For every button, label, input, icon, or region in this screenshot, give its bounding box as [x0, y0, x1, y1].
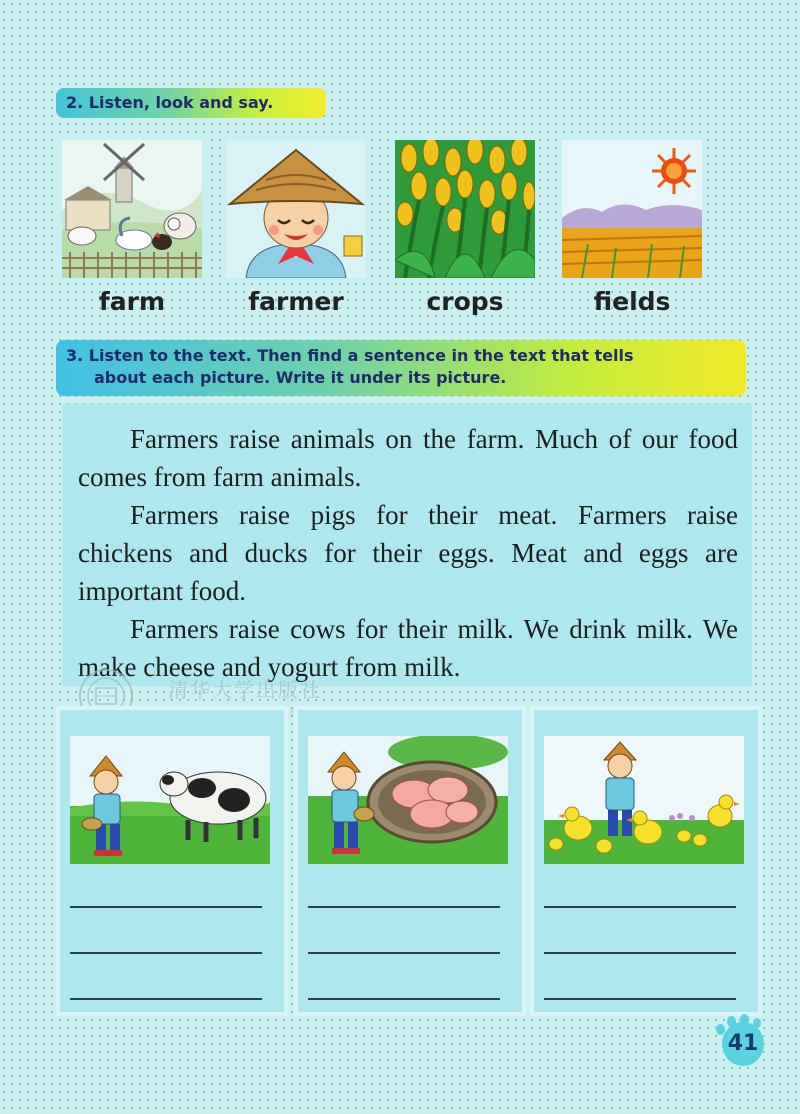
publisher-name-cn: 清华大学出版社	[168, 678, 322, 702]
answer-line[interactable]	[308, 906, 500, 908]
answer-line[interactable]	[544, 906, 736, 908]
answer-line[interactable]	[70, 906, 262, 908]
word-crops: crops	[426, 287, 504, 316]
fields-icon	[562, 140, 702, 278]
farmer-icon	[226, 140, 366, 278]
reading-text-panel	[62, 404, 752, 686]
card-picture	[70, 736, 270, 864]
exercise-3-heading	[56, 340, 746, 396]
card-picture	[308, 736, 508, 864]
exercise-3-heading-line-2: about each picture. Write it under its picture.	[94, 368, 507, 387]
farmer-with-chicks-icon	[544, 736, 744, 864]
paragraph-1: Farmers raise animals on the farm. Much of our food comes from farm animals.	[78, 424, 738, 492]
card-picture	[544, 736, 744, 864]
farm-picture	[58, 136, 206, 282]
word-farm: farm	[98, 287, 166, 316]
farm-scene-icon	[62, 140, 202, 278]
answer-line[interactable]	[308, 998, 500, 1000]
answer-line[interactable]	[544, 952, 736, 954]
paragraph-3: Farmers raise cows for their milk. We drink milk. We make cheese and yogurt from milk.	[78, 614, 738, 682]
answer-card-chicks	[530, 706, 762, 1016]
paragraph-2: Farmers raise pigs for their meat. Farmers raise chickens and ducks for their eggs. Meat and eggs are important food.	[78, 500, 738, 606]
crops-icon	[395, 140, 535, 278]
exercise-3-heading-line-1: 3. Listen to the text. Then find a sentence in the text that tells	[66, 346, 634, 365]
farmer-picture	[222, 136, 370, 282]
answer-line[interactable]	[70, 998, 262, 1000]
answer-card-cows	[56, 706, 288, 1016]
answer-card-pigs	[294, 706, 526, 1016]
answer-line[interactable]	[308, 952, 500, 954]
word-farmer: farmer	[248, 287, 344, 316]
fields-picture	[558, 136, 706, 282]
page-number: 41	[722, 1022, 764, 1066]
answer-line[interactable]	[70, 952, 262, 954]
farmer-with-pigs-icon	[308, 736, 508, 864]
farmer-with-cows-icon	[70, 736, 270, 864]
answer-line[interactable]	[544, 998, 736, 1000]
word-fields: fields	[593, 287, 671, 316]
crops-picture	[391, 136, 539, 282]
exercise-2-heading: 2. Listen, look and say.	[56, 88, 326, 118]
